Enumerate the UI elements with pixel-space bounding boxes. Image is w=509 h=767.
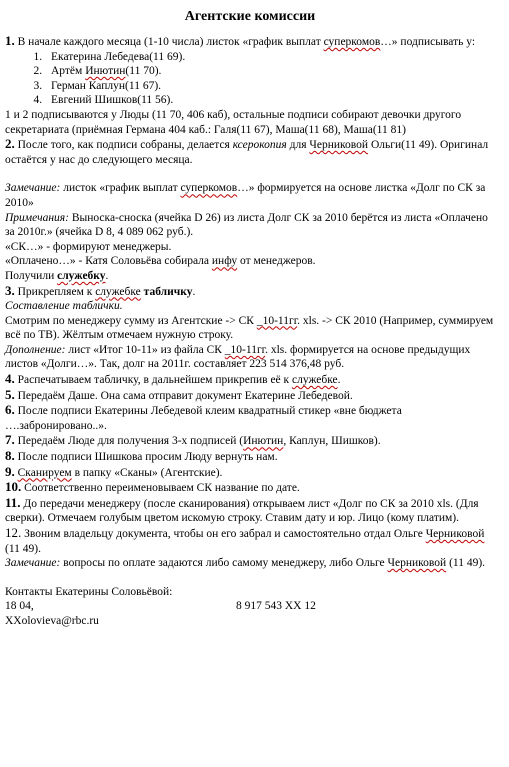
remark-6: Замечание: вопросы по оплате задаются либо самому менеджеру, либо Ольге Черниковой (11 49). (5, 557, 486, 570)
contacts-phone: 8 917 543 XX 12 (236, 600, 316, 613)
step-5: 5. Передаём Даше. Она сама отправит документ Екатерине Лебедевой. (5, 386, 353, 402)
step-6: 6. После подписи Екатерины Лебедевой клеим квадратный стикер «вне бюджета ….забронировано..». (5, 402, 402, 432)
remark-5: Получили служебку. (5, 269, 109, 282)
contacts-block (5, 585, 495, 629)
step-1: 1. В начале каждого месяца (1-10 числа) листок «график выплат суперкомов…» подписывать у: (5, 33, 476, 48)
step-3-subtitle: Составление таблички. (5, 300, 123, 313)
step-8: 8. После подписи Шишкова просим Люду вернуть нам. (5, 448, 278, 464)
step-3-addendum: Дополнение: лист «Итог 10-11» из файла СК _10-11гг. xls. формируется на основе предыдущих листов «Долги…». Так, долг на 2011г. составляет 223 514 376,48 руб. (5, 343, 471, 371)
document-title: Агентские комиссии (184, 9, 316, 24)
remark-2: Примечания: Выноска-сноска (ячейка D 26) из листа Долг СК за 2010 берётся из листа «Оплачено за 2010г.» (ячейка D 8, 4 089 062 руб.). (5, 211, 488, 239)
list-item: 1. Екатерина Лебедева(11 69). (45, 50, 495, 65)
step-12: 12. Звоним владельцу документа, чтобы он его забрал и самостоятельно отдал Ольге Черниковой (11 49). (5, 525, 485, 555)
step-11: 11. До передачи менеджеру (после сканирования) открываем лист «Долг по СК за 2010 xls. (Для сверки). Отмечаем голубым цветом искомую строку. Ставим дату и юр. Лицо (кому платим). (5, 494, 479, 525)
contacts-title: Контакты Екатерины Соловьёвой: (5, 585, 173, 598)
list-item: 2. Артём Инютин(11 70). (45, 64, 495, 79)
step-7: 7. Передаём Люде для получения 3-х подписей (Инютин, Каплун, Шишков). (5, 432, 381, 448)
step-1-note: 1 и 2 подписываются у Люды (11 70, 406 каб), остальные подписи собирают девочки другого секретариата (приёмная Германа 404 каб.: Галя(11 67), Маша(11 68), Маша(11 81) (5, 108, 462, 136)
contacts-office: 18 04, (5, 600, 34, 613)
remark-3: «СК…» - формируют менеджеры. (5, 240, 172, 253)
step-3-detail: Смотрим по менеджеру сумму из Агентские -> СК _10-11гг. xls. -> СК 2010 (Например, суммируем всё по ТВ). Жёлтым отмечаем нужную строку. (5, 314, 494, 342)
step-10: 10. Соответственно переименовываем СК название по дате. (5, 479, 300, 495)
step-9: 9. Сканируем в папку «Сканы» (Агентские). (5, 463, 223, 479)
step-3: 3. Прикрепляем к служебке табличку. (5, 282, 196, 298)
remark-4: «Оплачено…» - Катя Соловьёва собирала инфу от менеджеров. (5, 255, 316, 268)
list-item: 3. Герман Каплун(11 67). (45, 79, 495, 94)
contacts-email[interactable]: XXolovieva@rbc.ru (5, 614, 99, 627)
step-2: 2. После того, как подписи собраны, делается ксерокопия для Черниковой Ольги(11 49). Оригинал остаётся у нас до следующего месяца. (5, 136, 489, 166)
list-item: 4. Евгений Шишков(11 56). (45, 93, 495, 108)
step-4: 4. Распечатываем табличку, в дальнейшем прикрепив её к служебке. (5, 371, 341, 387)
signers-list (5, 50, 495, 108)
remark-1: Замечание: листок «график выплат суперкомов…» формируется на основе листка «Долг по СК за 2010» (5, 182, 486, 209)
